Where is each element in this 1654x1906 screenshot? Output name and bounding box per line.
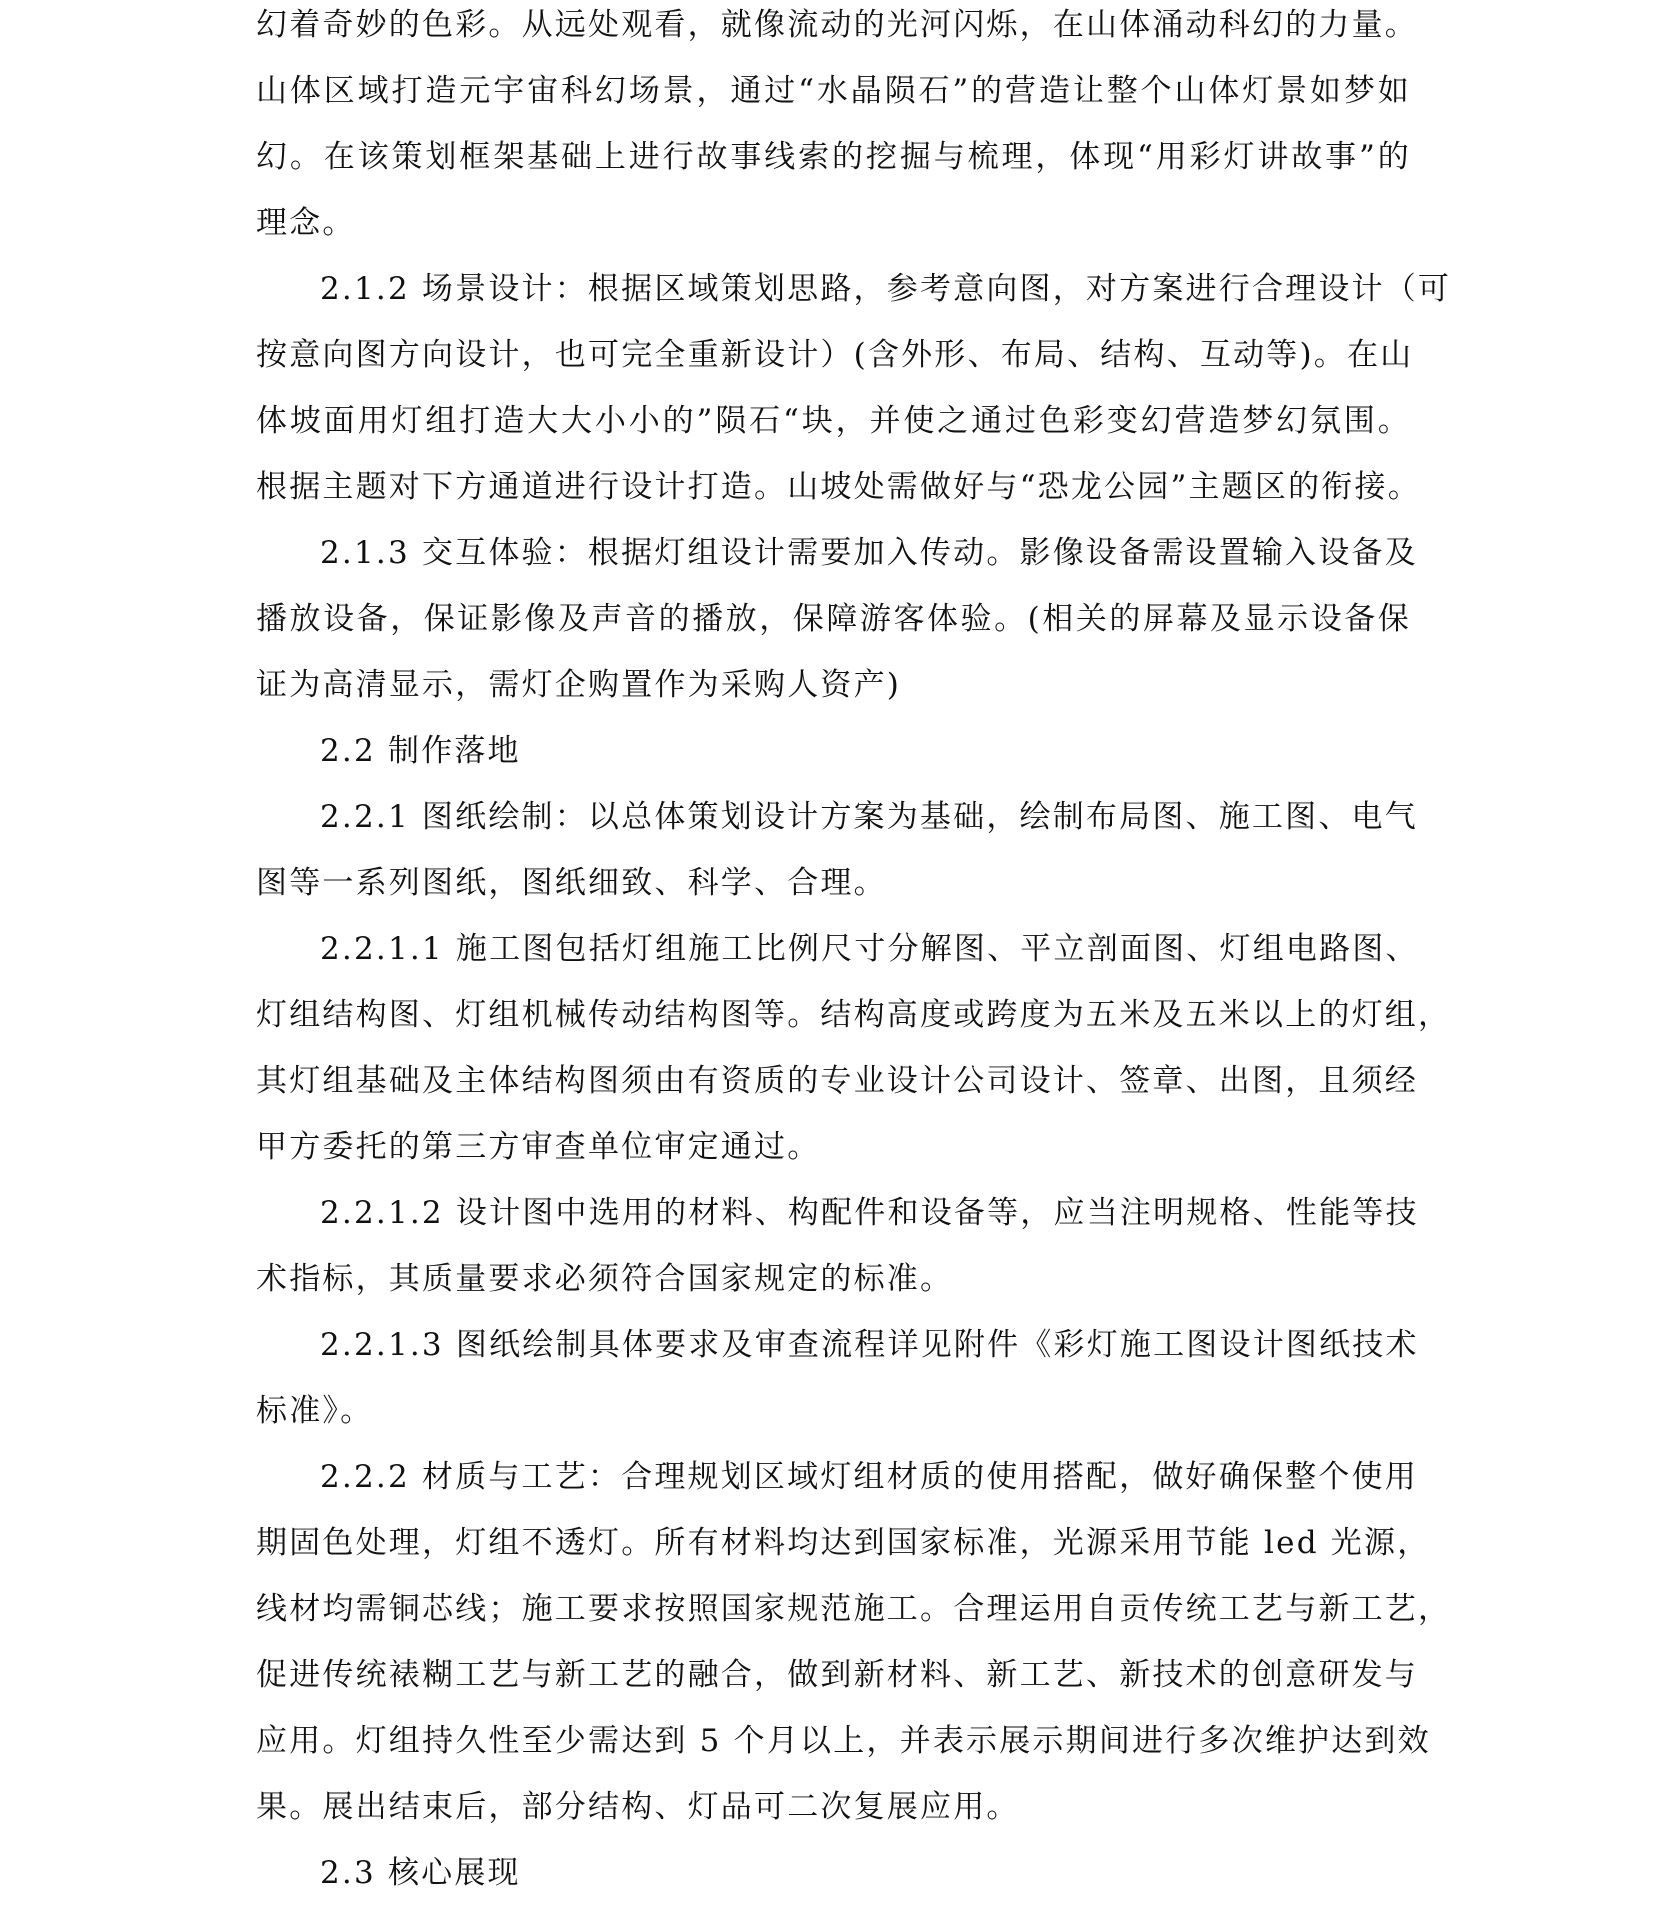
text-line: 幻。在该策划框架基础上进行故事线索的挖掘与梳理，体现“用彩灯讲故事”的 <box>256 139 1411 175</box>
text-line: 图等一系列图纸，图纸细致、科学、合理。 <box>256 865 887 901</box>
text-line: 期固色处理，灯组不透灯。所有材料均达到国家标准，光源采用节能 led 光源， <box>256 1525 1431 1561</box>
text-line: 理念。 <box>256 205 356 241</box>
text-line: 体坡面用灯组打造大大小小的”陨石“块，并使之通过色彩变幻营造梦幻氛围。 <box>256 403 1411 439</box>
text-line: 甲方委托的第三方审查单位审定通过。 <box>256 1129 821 1165</box>
text-line: 标准》。 <box>256 1393 374 1429</box>
text-line: 线材均需铜芯线；施工要求按照国家规范施工。合理运用自贡传统工艺与新工艺， <box>256 1591 1452 1627</box>
paragraph-heading-2-2-1-2: 2.2.1.2 设计图中选用的材料、构配件和设备等，应当注明规格、性能等技 <box>320 1195 1419 1231</box>
section-heading-2-2: 2.2 制作落地 <box>320 733 521 769</box>
text-line: 其灯组基础及主体结构图须由有资质的专业设计公司设计、签章、出图，且须经 <box>256 1063 1418 1099</box>
text-line: 果。展出结束后，部分结构、灯品可二次复展应用。 <box>256 1789 1020 1825</box>
paragraph-heading-2-2-1: 2.2.1 图纸绘制：以总体策划设计方案为基础，绘制布局图、施工图、电气 <box>320 799 1418 835</box>
text-line: 幻着奇妙的色彩。从远处观看，就像流动的光河闪烁，在山体涌动科幻的力量。 <box>256 7 1418 43</box>
paragraph-heading-2-2-1-3: 2.2.1.3 图纸绘制具体要求及审查流程详见附件《彩灯施工图设计图纸技术 <box>320 1327 1419 1363</box>
text-line: 播放设备，保证影像及声音的播放，保障游客体验。(相关的屏幕及显示设备保 <box>256 601 1411 637</box>
text-line: 应用。灯组持久性至少需达到 5 个月以上，并表示展示期间进行多次维护达到效 <box>256 1723 1431 1759</box>
text-line: 根据主题对下方通道进行设计打造。山坡处需做好与“恐龙公园”主题区的衔接。 <box>256 469 1421 505</box>
text-line: 灯组结构图、灯组机械传动结构图等。结构高度或跨度为五米及五米以上的灯组， <box>256 997 1452 1033</box>
text-line: 按意向图方向设计，也可完全重新设计）(含外形、布局、结构、互动等)。在山 <box>256 337 1414 373</box>
text-line: 证为高清显示，需灯企购置作为采购人资产) <box>256 667 902 703</box>
text-line: 山体区域打造元宇宙科幻场景，通过“水晶陨石”的营造让整个山体灯景如梦如 <box>256 73 1411 109</box>
paragraph-heading-2-2-1-1: 2.2.1.1 施工图包括灯组施工比例尺寸分解图、平立剖面图、灯组电路图、 <box>320 931 1419 967</box>
paragraph-heading-2-2-2: 2.2.2 材质与工艺：合理规划区域灯组材质的使用搭配，做好确保整个使用 <box>320 1459 1418 1495</box>
text-line: 促进传统裱糊工艺与新工艺的融合，做到新材料、新工艺、新技术的创意研发与 <box>256 1657 1418 1693</box>
text-line: 术指标，其质量要求必须符合国家规定的标准。 <box>256 1261 954 1297</box>
section-heading-2-3: 2.3 核心展现 <box>320 1855 521 1891</box>
paragraph-heading-2-1-2: 2.1.2 场景设计：根据区域策划思路，参考意向图，对方案进行合理设计（可 <box>320 271 1452 307</box>
paragraph-heading-2-1-3: 2.1.3 交互体验：根据灯组设计需要加入传动。影像设备需设置输入设备及 <box>320 535 1418 571</box>
